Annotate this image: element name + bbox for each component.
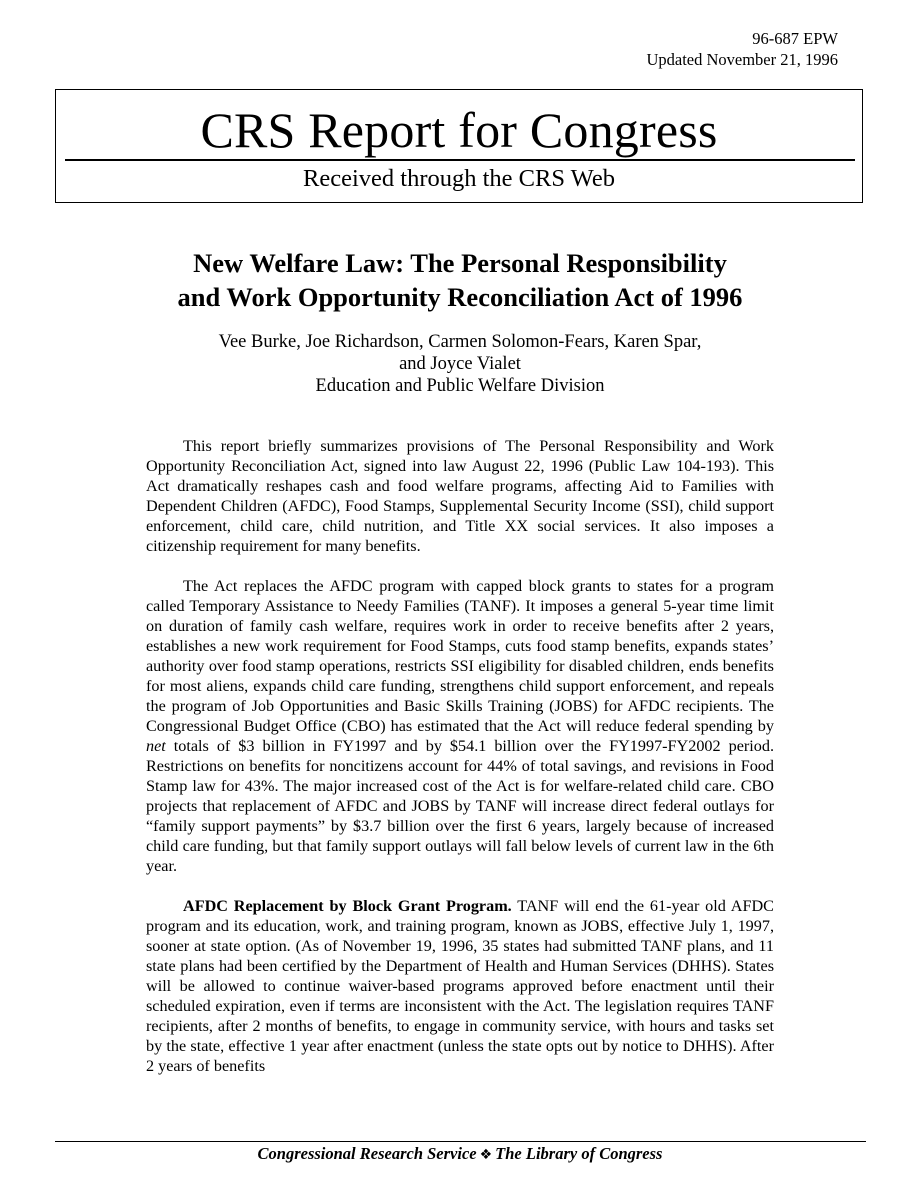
banner-subtitle: Received through the CRS Web [303, 165, 615, 192]
report-body [146, 436, 774, 1076]
authors-line-1: Vee Burke, Joe Richardson, Carmen Solomon-Fears, Karen Spar, [218, 332, 702, 352]
act-paragraph [146, 576, 774, 876]
page-footer [0, 1144, 920, 1165]
afdc-section-text: TANF will end the 61-year old AFDC program and its education, work, and training program, known as JOBS, effective July 1, 1997, sooner at state option. (As of November 19, 1996, 35 states had submitted TANF plans, and 11 state plans had been certified by the Department of Health and Human Services (DHHS). States will be allowed to continue waiver-based programs approved before enactment until their scheduled expiration, even if terms are inconsistent with the Act. The legislation requires TANF recipients, after 2 months of benefits, to engage in community service, with hours and tasks set by the state, effective 1 year after enactment (unless the state opts out by notice to DHHS). After 2 years of benefits [146, 897, 774, 1075]
diamond-separator-icon: ❖ [479, 1147, 493, 1163]
updated-date: Updated November 21, 1996 [646, 50, 838, 69]
act-text-part-2: totals of $3 billion in FY1997 and by $54.1 billion over the FY1997-FY2002 period. Restrictions on benefits for noncitizens account for 44% of total savings, and revisions in Food Stamp law for 43%. The major increased cost of the Act is for welfare-related child care. CBO projects that replacement of AFDC and JOBS by TANF will increase direct federal outlays for “family support payments” by $3.7 billion over the first 6 years, largely because of increased child care funding, but that family support outlays will fall below levels of current law in the 6th year. [146, 737, 775, 875]
authors-block [0, 331, 920, 397]
report-title-line-1: New Welfare Law: The Personal Responsibility [193, 248, 727, 278]
afdc-paragraph [146, 896, 774, 1076]
banner-title: CRS Report for Congress [200, 102, 718, 158]
banner-divider [65, 159, 855, 161]
act-emphasis: net [146, 737, 166, 755]
authors-line-2: and Joyce Vialet [399, 354, 521, 374]
report-number: 96-687 EPW [752, 29, 838, 48]
summary-paragraph: This report briefly summarizes provisions of The Personal Responsibility and Work Opportunity Reconciliation Act, signed into law August 22, 1996 (Public Law 104-193). This Act dramatically reshapes cash and food welfare programs, affecting Aid to Families with Dependent Children (AFDC), Food Stamps, Supplemental Security Income (SSI), child support enforcement, child care, child nutrition, and Title XX social services. It also imposes a citizenship requirement for many benefits. [146, 437, 774, 555]
afdc-section-heading: AFDC Replacement by Block Grant Program. [183, 897, 512, 915]
footer-left-text: Congressional Research Service [257, 1144, 477, 1163]
report-title [0, 246, 920, 314]
report-title-line-2: and Work Opportunity Reconciliation Act of 1996 [177, 282, 743, 312]
act-text-part-1: The Act replaces the AFDC program with capped block grants to states for a program called Temporary Assistance to Needy Families (TANF). It imposes a general 5-year time limit on duration of family cash welfare, requires work in order to receive benefits after 2 years, establishes a new work requirement for Food Stamps, cuts food stamp benefits, expands states’ authority over food stamp operations, restricts SSI eligibility for disabled children, ends benefits for most aliens, expands child care funding, strengthens child support enforcement, and repeals the program of Job Opportunities and Basic Skills Training (JOBS) for AFDC recipients. The Congressional Budget Office (CBO) has estimated that the Act will reduce federal spending by [146, 577, 774, 735]
division-name: Education and Public Welfare Division [315, 376, 605, 396]
report-banner [55, 89, 863, 203]
footer-right-text: The Library of Congress [495, 1144, 663, 1163]
report-identifier [646, 28, 838, 70]
footer-divider [55, 1141, 866, 1142]
